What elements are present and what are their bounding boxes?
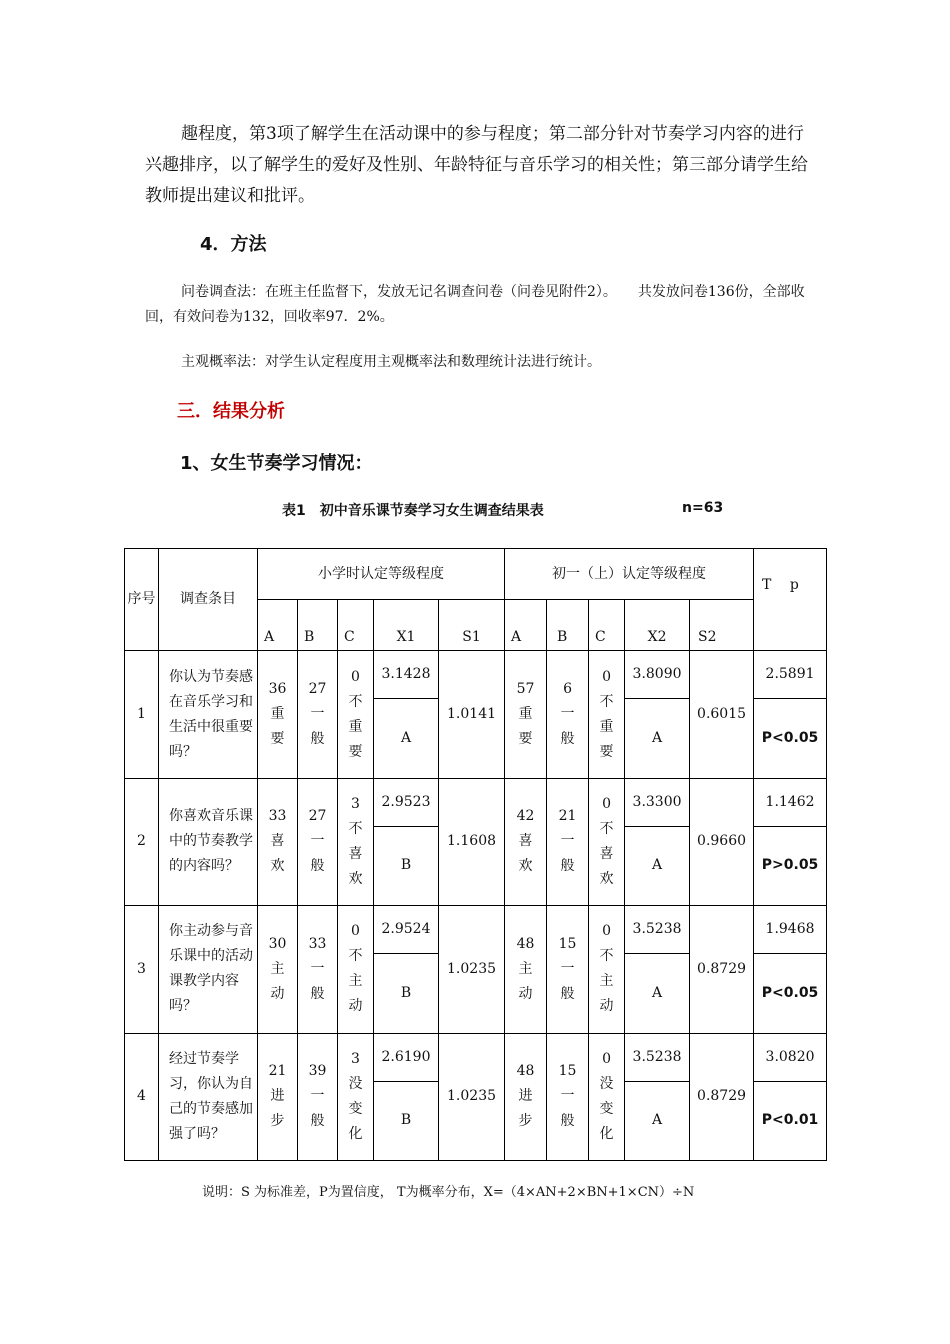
primary-x1-grade: B [374, 954, 439, 1033]
junior-c-cell: 0不主动 [589, 906, 625, 1033]
primary-b-cell: 39一般 [298, 1033, 338, 1160]
junior-c-cell: 0不喜欢 [589, 778, 625, 905]
junior-a-cell: 48进步 [505, 1033, 547, 1160]
junior-s2-value: 0.8729 [690, 906, 754, 1033]
primary-c-cell: 0不重要 [338, 651, 374, 778]
table-note: 说明：S 为标准差，P为置信度， T为概率分布，X=（4×AN+2×BN+1×CN）÷N [202, 1185, 695, 1200]
primary-s1-value: 1.0235 [439, 1033, 505, 1160]
sample-size-label: n=63 [682, 500, 724, 516]
sub-heading: 1、女生节奏学习情况： [180, 453, 373, 474]
t-value: 1.9468 [754, 906, 827, 954]
primary-a-cell: 33喜欢 [258, 778, 298, 905]
junior-a-cell: 42喜欢 [505, 778, 547, 905]
table-header-row [125, 549, 827, 600]
row-item: 你主动参与音乐课中的活动课教学内容吗？ [159, 906, 258, 1033]
primary-x1-value: 2.9523 [374, 778, 439, 826]
row-seq: 2 [125, 778, 159, 905]
table-row [125, 906, 827, 954]
junior-b-cell: 15一般 [547, 906, 589, 1033]
primary-x1-value: 2.9524 [374, 906, 439, 954]
header-c: C [338, 600, 374, 651]
primary-x1-grade: B [374, 1081, 439, 1160]
t-value: 2.5891 [754, 651, 827, 699]
junior-s2-value: 0.6015 [690, 651, 754, 778]
junior-x2-value: 3.5238 [625, 1033, 690, 1081]
primary-s1-value: 1.0235 [439, 906, 505, 1033]
results-heading: 三．结果分析 [177, 401, 285, 422]
header-tp: T p [754, 549, 827, 651]
primary-x1-grade: B [374, 826, 439, 905]
primary-a-cell: 30主动 [258, 906, 298, 1033]
junior-x2-value: 3.8090 [625, 651, 690, 699]
junior-s2-value: 0.8729 [690, 1033, 754, 1160]
junior-x2-value: 3.3300 [625, 778, 690, 826]
primary-c-cell: 3不喜欢 [338, 778, 374, 905]
table-caption [282, 500, 724, 520]
junior-a-cell: 48主动 [505, 906, 547, 1033]
primary-s1-value: 1.0141 [439, 651, 505, 778]
t-value: 1.1462 [754, 778, 827, 826]
header-primary-group: 小学时认定等级程度 [258, 549, 505, 600]
probability-paragraph: 主观概率法：对学生认定程度用主观概率法和数理统计法进行统计。 [181, 354, 601, 370]
table-caption-title: 表1 初中音乐课节奏学习女生调查结果表 [282, 503, 544, 519]
header-junior-group: 初一（上）认定等级程度 [505, 549, 754, 600]
method-heading: 4．方法 [200, 234, 267, 255]
results-table [124, 548, 827, 1161]
junior-x2-grade: A [625, 826, 690, 905]
header-c2: C [589, 600, 625, 651]
header-x1: X1 [374, 600, 439, 651]
header-seq: 序号 [125, 549, 159, 651]
junior-x2-grade: A [625, 954, 690, 1033]
header-s2: S2 [690, 600, 754, 651]
table-row [125, 651, 827, 699]
p-value: P<0.05 [754, 699, 827, 778]
header-b2: B [547, 600, 589, 651]
p-value: P<0.01 [754, 1081, 827, 1160]
header-item: 调查条目 [159, 549, 258, 651]
table-row [125, 1033, 827, 1081]
p-value: P>0.05 [754, 826, 827, 905]
junior-x2-grade: A [625, 1081, 690, 1160]
primary-a-cell: 21进步 [258, 1033, 298, 1160]
intro-paragraph: 趣程度，第3项了解学生在活动课中的参与程度；第二部分针对节奏学习内容的进行兴趣排序，以了解学生的爱好及性别、年龄特征与音乐学习的相关性；第三部分请学生给教师提出建议和批评。 [145, 124, 808, 206]
primary-b-cell: 27一般 [298, 778, 338, 905]
primary-c-cell: 3没变化 [338, 1033, 374, 1160]
primary-x1-value: 2.6190 [374, 1033, 439, 1081]
junior-b-cell: 21一般 [547, 778, 589, 905]
row-seq: 4 [125, 1033, 159, 1160]
row-item: 你喜欢音乐课中的节奏教学的内容吗？ [159, 778, 258, 905]
primary-b-cell: 27一般 [298, 651, 338, 778]
row-seq: 1 [125, 651, 159, 778]
row-item: 经过节奏学习，你认为自己的节奏感加强了吗？ [159, 1033, 258, 1160]
primary-b-cell: 33一般 [298, 906, 338, 1033]
table-row [125, 778, 827, 826]
junior-b-cell: 15一般 [547, 1033, 589, 1160]
primary-x1-grade: A [374, 699, 439, 778]
primary-x1-value: 3.1428 [374, 651, 439, 699]
header-b: B [298, 600, 338, 651]
junior-x2-value: 3.5238 [625, 906, 690, 954]
t-value: 3.0820 [754, 1033, 827, 1081]
primary-a-cell: 36重要 [258, 651, 298, 778]
header-s1: S1 [439, 600, 505, 651]
junior-s2-value: 0.9660 [690, 778, 754, 905]
primary-c-cell: 0不主动 [338, 906, 374, 1033]
primary-s1-value: 1.1608 [439, 778, 505, 905]
row-item: 你认为节奏感在音乐学习和生活中很重要吗？ [159, 651, 258, 778]
junior-a-cell: 57重要 [505, 651, 547, 778]
header-a2: A [505, 600, 547, 651]
header-x2: X2 [625, 600, 690, 651]
p-value: P<0.05 [754, 954, 827, 1033]
junior-c-cell: 0没变化 [589, 1033, 625, 1160]
junior-b-cell: 6一般 [547, 651, 589, 778]
questionnaire-paragraph: 问卷调查法：在班主任监督下，发放无记名调查问卷（问卷见附件2）。 共发放问卷136份，全部收回，有效问卷为132，回收率97．2%。 [145, 284, 805, 325]
header-a: A [258, 600, 298, 651]
row-seq: 3 [125, 906, 159, 1033]
junior-x2-grade: A [625, 699, 690, 778]
junior-c-cell: 0不重要 [589, 651, 625, 778]
